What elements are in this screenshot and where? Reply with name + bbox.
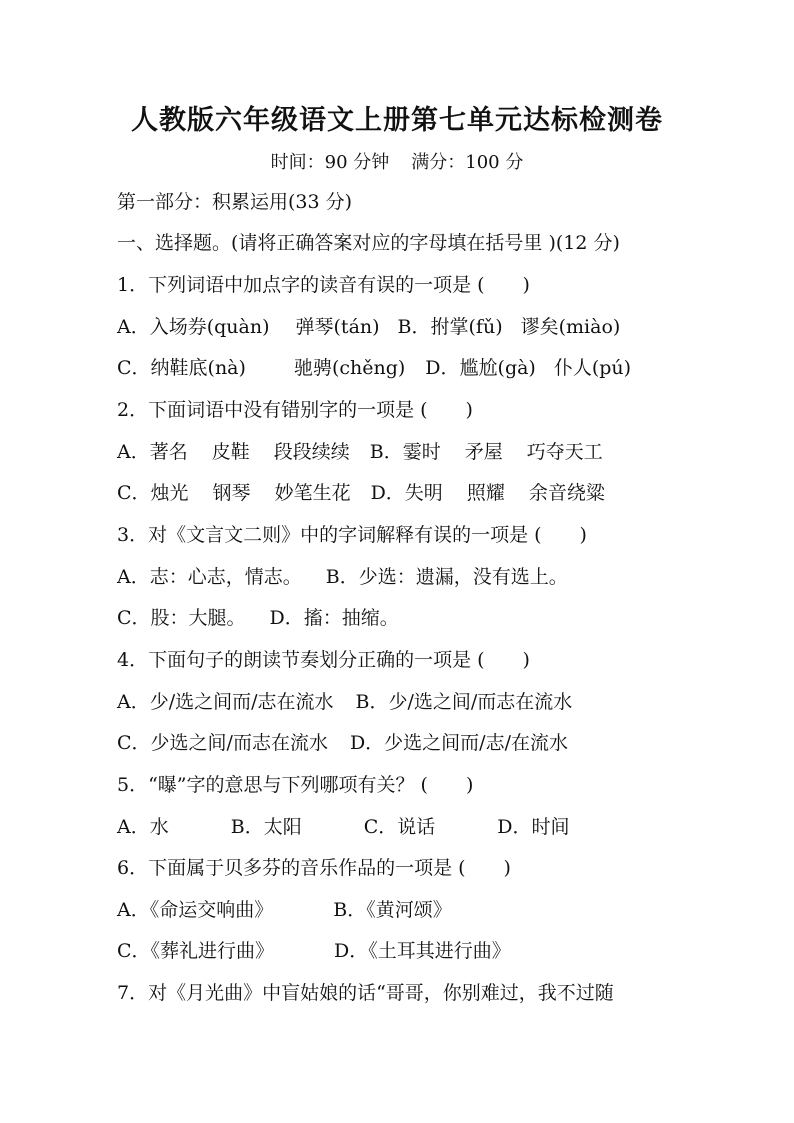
page-title: 人教版六年级语文上册第七单元达标检测卷 xyxy=(131,105,663,136)
option: C．烛光 xyxy=(117,482,189,504)
option: B．少∕选之间∕而志在流水 xyxy=(355,691,573,713)
option: D．时间 xyxy=(497,816,570,838)
option: D．搐：抽缩。 xyxy=(269,607,399,629)
question-stem: 3．对《文言文二则》中的字词解释有误的一项是 ( ) xyxy=(117,524,587,546)
option: 仆人(pú) xyxy=(553,357,632,379)
full-score: 满分：100 分 xyxy=(411,152,524,173)
option: 驰骋(chěng) xyxy=(293,357,406,379)
question-stem: 7．对《月光曲》中盲姑娘的话“哥哥，你别难过，我不过随 xyxy=(117,982,614,1004)
option: B．少选：遗漏，没有选上。 xyxy=(325,566,568,588)
exam-meta xyxy=(0,148,794,174)
option: A．志：心志，情志。 xyxy=(117,566,302,588)
options-row xyxy=(117,815,569,839)
option: 段段续续 xyxy=(273,441,350,463)
option: B．太阳 xyxy=(230,816,302,838)
option: 皮鞋 xyxy=(211,441,250,463)
option: C．纳鞋底(nà) xyxy=(117,357,246,379)
option: 矛屋 xyxy=(464,441,503,463)
options-row xyxy=(117,440,603,464)
option: 巧夺天工 xyxy=(526,441,603,463)
question-stem: 2．下面词语中没有错别字的一项是 ( ) xyxy=(117,399,473,421)
question-stem: 4．下面句子的朗读节奏划分正确的一项是 ( ) xyxy=(117,649,530,671)
option: D．少选之间而∕志∕在流水 xyxy=(349,732,568,754)
option: 弹琴(tán) xyxy=(295,316,380,338)
options-row xyxy=(117,481,605,505)
option: C．说话 xyxy=(363,816,436,838)
option: C．《葬礼进行曲》 xyxy=(117,940,275,962)
option: 余音绕粱 xyxy=(528,482,605,504)
option: A．《命运交响曲》 xyxy=(117,899,274,921)
option: A．少∕选之间而∕志在流水 xyxy=(117,691,334,713)
option: B．拊掌(fǔ) xyxy=(397,316,503,338)
option: 妙笔生花 xyxy=(274,482,351,504)
time-limit: 时间：90 分钟 xyxy=(270,152,390,173)
option: A．著名 xyxy=(117,441,188,463)
options-row xyxy=(117,939,511,963)
question-stem: 5．“曝”字的意思与下列哪项有关？ ( ) xyxy=(117,774,474,796)
part-heading: 第一部分：积累运用(33 分) xyxy=(117,191,353,213)
options-row xyxy=(117,606,399,630)
option: D．《土耳其进行曲》 xyxy=(334,940,511,962)
option: C．少选之间∕而志在流水 xyxy=(117,732,328,754)
options-row xyxy=(117,690,572,714)
option: A．水 xyxy=(117,816,169,838)
option: 钢琴 xyxy=(212,482,251,504)
question-stem: 6．下面属于贝多芬的音乐作品的一项是 ( ) xyxy=(117,857,511,879)
option: D．失明 xyxy=(370,482,443,504)
option: 照耀 xyxy=(466,482,505,504)
options-row xyxy=(117,315,620,339)
options-row xyxy=(117,731,568,755)
option: D．尴尬(gà) xyxy=(425,357,536,379)
options-row xyxy=(117,356,631,380)
option: 谬矣(miào) xyxy=(520,316,621,338)
section-heading: 一、选择题。(请将正确答案对应的字母填在括号里 )(12 分) xyxy=(117,232,620,254)
question-stem: 1．下列词语中加点字的读音有误的一项是 ( ) xyxy=(117,274,530,296)
options-row xyxy=(117,898,452,922)
option: B．《黄河颂》 xyxy=(333,899,452,921)
option: B．霎时 xyxy=(369,441,441,463)
options-row xyxy=(117,565,568,589)
option: A．入场券(quàn) xyxy=(117,316,270,338)
option: C．股：大腿。 xyxy=(117,607,246,629)
